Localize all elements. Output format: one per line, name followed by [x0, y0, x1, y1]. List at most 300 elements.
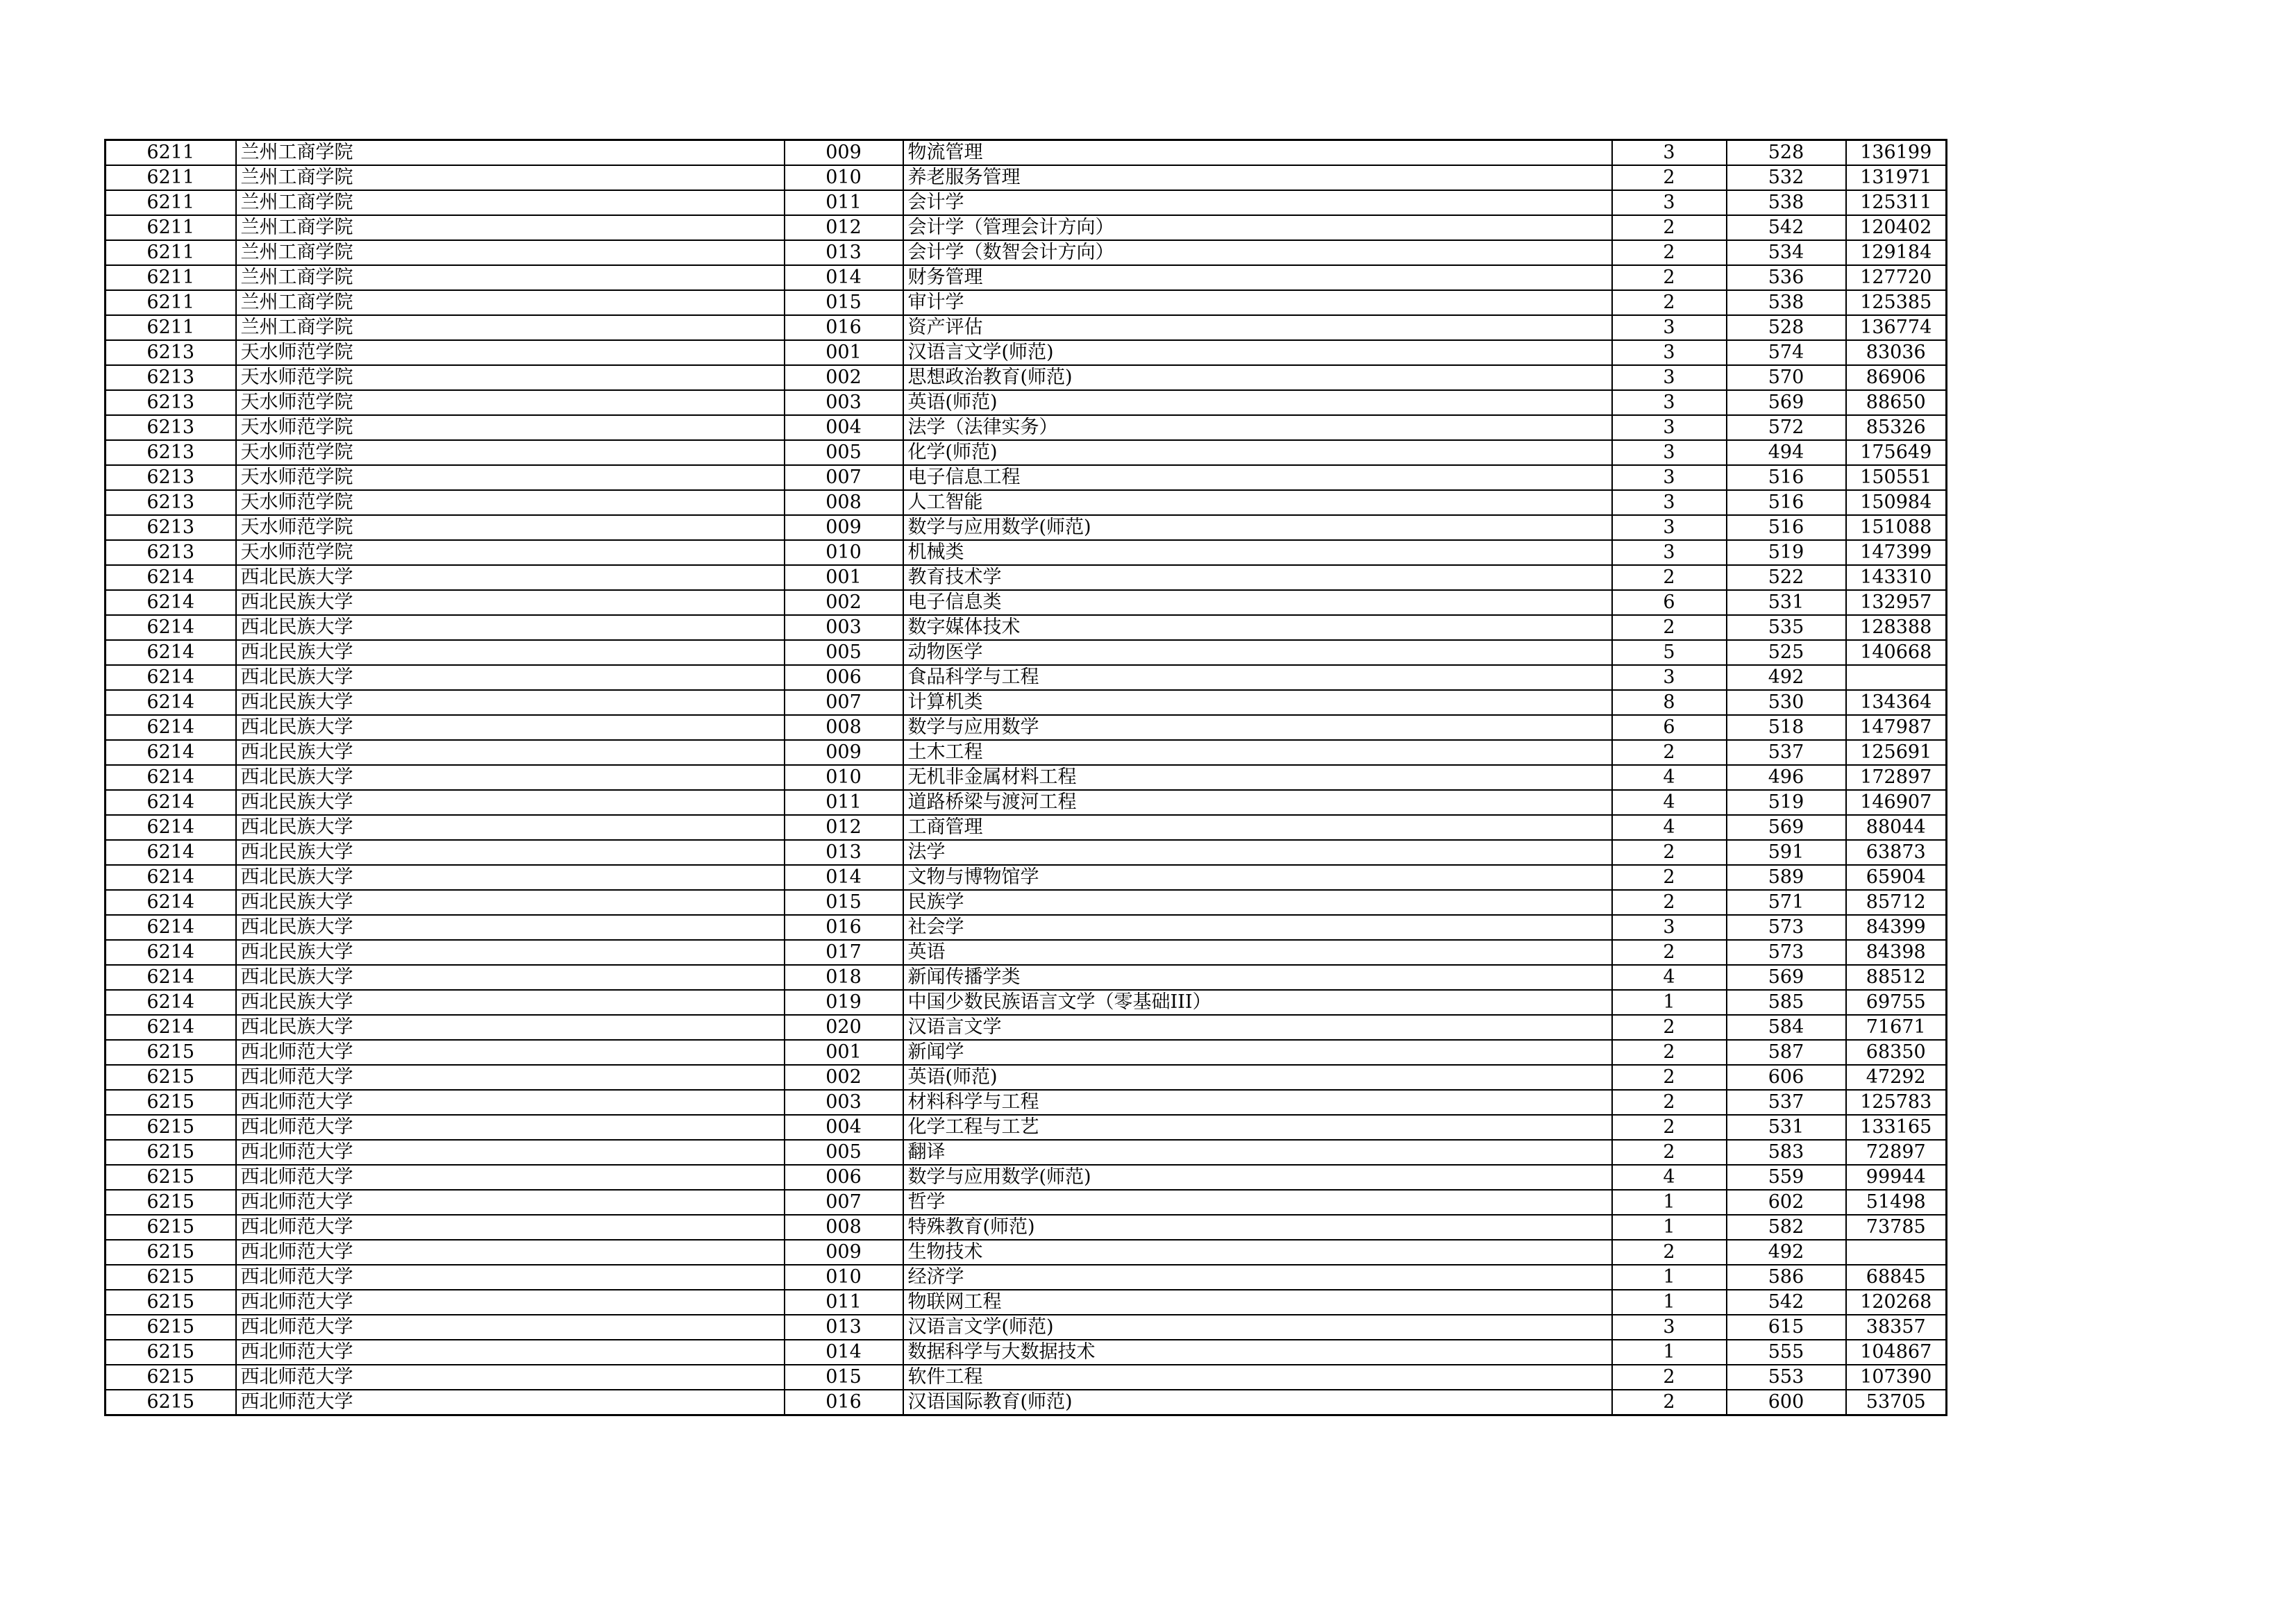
- school-code-cell: 6214: [106, 715, 236, 740]
- min-score-cell: 573: [1727, 915, 1846, 940]
- plan-count-cell: 4: [1612, 1165, 1727, 1190]
- min-rank-cell: 71671: [1846, 1015, 1947, 1040]
- school-code-cell: 6215: [106, 1265, 236, 1290]
- school-name-cell: 西北民族大学: [236, 915, 785, 940]
- school-code-cell: 6211: [106, 290, 236, 315]
- major-code-cell: 001: [785, 1040, 903, 1065]
- major-name-cell: 无机非金属材料工程: [903, 765, 1612, 790]
- min-score-cell: 492: [1727, 665, 1846, 690]
- major-name-cell: 计算机类: [903, 690, 1612, 715]
- table-row: [106, 390, 1947, 415]
- major-name-cell: 数学与应用数学(师范): [903, 515, 1612, 540]
- major-name-cell: 教育技术学: [903, 565, 1612, 590]
- school-name-cell: 西北师范大学: [236, 1165, 785, 1190]
- table-row: [106, 940, 1947, 965]
- min-score-cell: 555: [1727, 1340, 1846, 1365]
- school-name-cell: 西北民族大学: [236, 790, 785, 815]
- major-code-cell: 004: [785, 415, 903, 440]
- school-name-cell: 西北民族大学: [236, 640, 785, 665]
- min-score-cell: 582: [1727, 1215, 1846, 1240]
- school-name-cell: 西北民族大学: [236, 565, 785, 590]
- min-score-cell: 528: [1727, 315, 1846, 340]
- min-score-cell: 587: [1727, 1040, 1846, 1065]
- table-row: [106, 465, 1947, 490]
- school-code-cell: 6213: [106, 340, 236, 365]
- table-row: [106, 1115, 1947, 1140]
- table-row: [106, 365, 1947, 390]
- school-code-cell: 6214: [106, 790, 236, 815]
- table-row: [106, 1065, 1947, 1090]
- school-name-cell: 西北民族大学: [236, 840, 785, 865]
- major-code-cell: 003: [785, 615, 903, 640]
- min-score-cell: 492: [1727, 1240, 1846, 1265]
- min-score-cell: 542: [1727, 215, 1846, 240]
- min-rank-cell: 85326: [1846, 415, 1947, 440]
- major-name-cell: 文物与博物馆学: [903, 865, 1612, 890]
- major-name-cell: 中国少数民族语言文学（零基础III）: [903, 990, 1612, 1015]
- min-rank-cell: 125311: [1846, 190, 1947, 215]
- major-name-cell: 道路桥梁与渡河工程: [903, 790, 1612, 815]
- major-code-cell: 006: [785, 1165, 903, 1190]
- min-rank-cell: 107390: [1846, 1365, 1947, 1390]
- min-rank-cell: 51498: [1846, 1190, 1947, 1215]
- major-code-cell: 008: [785, 1215, 903, 1240]
- school-name-cell: 西北师范大学: [236, 1090, 785, 1115]
- table-row: [106, 1315, 1947, 1340]
- school-name-cell: 兰州工商学院: [236, 215, 785, 240]
- major-name-cell: 审计学: [903, 290, 1612, 315]
- table-row: [106, 815, 1947, 840]
- major-code-cell: 014: [785, 865, 903, 890]
- min-rank-cell: 83036: [1846, 340, 1947, 365]
- school-name-cell: 天水师范学院: [236, 390, 785, 415]
- school-code-cell: 6213: [106, 465, 236, 490]
- table-row: [106, 665, 1947, 690]
- major-name-cell: 动物医学: [903, 640, 1612, 665]
- min-score-cell: 572: [1727, 415, 1846, 440]
- major-name-cell: 化学工程与工艺: [903, 1115, 1612, 1140]
- major-code-cell: 013: [785, 240, 903, 265]
- plan-count-cell: 4: [1612, 765, 1727, 790]
- table-row: [106, 290, 1947, 315]
- major-name-cell: 汉语言文学(师范): [903, 1315, 1612, 1340]
- min-score-cell: 494: [1727, 440, 1846, 465]
- major-name-cell: 英语: [903, 940, 1612, 965]
- school-code-cell: 6214: [106, 1015, 236, 1040]
- major-code-cell: 010: [785, 1265, 903, 1290]
- school-code-cell: 6213: [106, 515, 236, 540]
- plan-count-cell: 3: [1612, 140, 1727, 166]
- school-name-cell: 兰州工商学院: [236, 240, 785, 265]
- table-row: [106, 615, 1947, 640]
- major-name-cell: 养老服务管理: [903, 165, 1612, 190]
- school-name-cell: 西北师范大学: [236, 1265, 785, 1290]
- table-row: [106, 1015, 1947, 1040]
- min-score-cell: 496: [1727, 765, 1846, 790]
- table-row: [106, 315, 1947, 340]
- table-row: [106, 965, 1947, 990]
- school-code-cell: 6213: [106, 365, 236, 390]
- school-code-cell: 6213: [106, 540, 236, 565]
- plan-count-cell: 6: [1612, 715, 1727, 740]
- school-name-cell: 西北民族大学: [236, 690, 785, 715]
- major-name-cell: 会计学: [903, 190, 1612, 215]
- school-code-cell: 6214: [106, 815, 236, 840]
- school-name-cell: 西北民族大学: [236, 940, 785, 965]
- major-name-cell: 物联网工程: [903, 1290, 1612, 1315]
- school-code-cell: 6211: [106, 265, 236, 290]
- school-code-cell: 6213: [106, 490, 236, 515]
- min-score-cell: 522: [1727, 565, 1846, 590]
- school-code-cell: 6214: [106, 565, 236, 590]
- school-name-cell: 西北民族大学: [236, 740, 785, 765]
- major-code-cell: 007: [785, 1190, 903, 1215]
- major-name-cell: 汉语言文学: [903, 1015, 1612, 1040]
- school-name-cell: 天水师范学院: [236, 515, 785, 540]
- major-name-cell: 思想政治教育(师范): [903, 365, 1612, 390]
- school-name-cell: 西北师范大学: [236, 1115, 785, 1140]
- min-rank-cell: 127720: [1846, 265, 1947, 290]
- table-row: [106, 1215, 1947, 1240]
- plan-count-cell: 2: [1612, 1140, 1727, 1165]
- school-code-cell: 6214: [106, 840, 236, 865]
- min-rank-cell: 63873: [1846, 840, 1947, 865]
- min-rank-cell: 136774: [1846, 315, 1947, 340]
- table-row: [106, 515, 1947, 540]
- min-score-cell: 606: [1727, 1065, 1846, 1090]
- school-name-cell: 西北师范大学: [236, 1240, 785, 1265]
- min-score-cell: 615: [1727, 1315, 1846, 1340]
- major-code-cell: 016: [785, 315, 903, 340]
- min-score-cell: 586: [1727, 1265, 1846, 1290]
- school-code-cell: 6214: [106, 965, 236, 990]
- min-score-cell: 531: [1727, 1115, 1846, 1140]
- major-name-cell: 民族学: [903, 890, 1612, 915]
- major-name-cell: 电子信息类: [903, 590, 1612, 615]
- min-rank-cell: 150984: [1846, 490, 1947, 515]
- major-name-cell: 化学(师范): [903, 440, 1612, 465]
- school-name-cell: 天水师范学院: [236, 540, 785, 565]
- table-row: [106, 1340, 1947, 1365]
- plan-count-cell: 1: [1612, 1215, 1727, 1240]
- plan-count-cell: 2: [1612, 890, 1727, 915]
- school-code-cell: 6211: [106, 190, 236, 215]
- min-rank-cell: 104867: [1846, 1340, 1947, 1365]
- table-row: [106, 990, 1947, 1015]
- min-score-cell: 553: [1727, 1365, 1846, 1390]
- min-rank-cell: 147399: [1846, 540, 1947, 565]
- major-code-cell: 011: [785, 190, 903, 215]
- min-rank-cell: 47292: [1846, 1065, 1947, 1090]
- school-name-cell: 西北民族大学: [236, 815, 785, 840]
- school-name-cell: 天水师范学院: [236, 340, 785, 365]
- school-name-cell: 西北民族大学: [236, 765, 785, 790]
- plan-count-cell: 3: [1612, 515, 1727, 540]
- table-row: [106, 915, 1947, 940]
- min-rank-cell: 129184: [1846, 240, 1947, 265]
- school-code-cell: 6211: [106, 240, 236, 265]
- major-code-cell: 003: [785, 1090, 903, 1115]
- plan-count-cell: 2: [1612, 1040, 1727, 1065]
- table-row: [106, 840, 1947, 865]
- min-rank-cell: 72897: [1846, 1140, 1947, 1165]
- major-code-cell: 011: [785, 1290, 903, 1315]
- major-code-cell: 016: [785, 1390, 903, 1415]
- school-code-cell: 6214: [106, 890, 236, 915]
- major-name-cell: 土木工程: [903, 740, 1612, 765]
- table-row: [106, 490, 1947, 515]
- min-rank-cell: 151088: [1846, 515, 1947, 540]
- table-row: [106, 590, 1947, 615]
- major-code-cell: 014: [785, 1340, 903, 1365]
- plan-count-cell: 3: [1612, 915, 1727, 940]
- table-row: [106, 565, 1947, 590]
- min-rank-cell: 125783: [1846, 1090, 1947, 1115]
- min-rank-cell: 68350: [1846, 1040, 1947, 1065]
- plan-count-cell: 2: [1612, 1015, 1727, 1040]
- school-code-cell: 6214: [106, 990, 236, 1015]
- plan-count-cell: 2: [1612, 615, 1727, 640]
- min-rank-cell: 85712: [1846, 890, 1947, 915]
- school-name-cell: 兰州工商学院: [236, 140, 785, 166]
- min-score-cell: 516: [1727, 465, 1846, 490]
- min-rank-cell: 125691: [1846, 740, 1947, 765]
- school-name-cell: 西北师范大学: [236, 1315, 785, 1340]
- table-row: [106, 1040, 1947, 1065]
- major-code-cell: 002: [785, 1065, 903, 1090]
- major-name-cell: 英语(师范): [903, 390, 1612, 415]
- min-rank-cell: [1846, 1240, 1947, 1265]
- major-name-cell: 电子信息工程: [903, 465, 1612, 490]
- major-name-cell: 财务管理: [903, 265, 1612, 290]
- school-code-cell: 6215: [106, 1140, 236, 1165]
- school-name-cell: 西北师范大学: [236, 1065, 785, 1090]
- school-name-cell: 西北民族大学: [236, 990, 785, 1015]
- major-code-cell: 007: [785, 690, 903, 715]
- table-row: [106, 440, 1947, 465]
- major-code-cell: 001: [785, 565, 903, 590]
- min-rank-cell: 38357: [1846, 1315, 1947, 1340]
- table-row: [106, 340, 1947, 365]
- table-row: [106, 1240, 1947, 1265]
- plan-count-cell: 3: [1612, 540, 1727, 565]
- min-rank-cell: 134364: [1846, 690, 1947, 715]
- major-name-cell: 汉语言文学(师范): [903, 340, 1612, 365]
- min-score-cell: 573: [1727, 940, 1846, 965]
- min-rank-cell: [1846, 665, 1947, 690]
- min-score-cell: 542: [1727, 1290, 1846, 1315]
- school-name-cell: 西北民族大学: [236, 665, 785, 690]
- major-name-cell: 特殊教育(师范): [903, 1215, 1612, 1240]
- min-rank-cell: 88512: [1846, 965, 1947, 990]
- school-code-cell: 6214: [106, 590, 236, 615]
- min-rank-cell: 143310: [1846, 565, 1947, 590]
- major-name-cell: 英语(师范): [903, 1065, 1612, 1090]
- school-name-cell: 西北师范大学: [236, 1365, 785, 1390]
- school-code-cell: 6214: [106, 690, 236, 715]
- table-row: [106, 1390, 1947, 1415]
- major-name-cell: 生物技术: [903, 1240, 1612, 1265]
- min-score-cell: 570: [1727, 365, 1846, 390]
- major-code-cell: 005: [785, 640, 903, 665]
- min-score-cell: 534: [1727, 240, 1846, 265]
- plan-count-cell: 3: [1612, 365, 1727, 390]
- school-name-cell: 兰州工商学院: [236, 290, 785, 315]
- major-code-cell: 010: [785, 765, 903, 790]
- plan-count-cell: 3: [1612, 390, 1727, 415]
- min-rank-cell: 68845: [1846, 1265, 1947, 1290]
- min-score-cell: 518: [1727, 715, 1846, 740]
- school-code-cell: 6211: [106, 215, 236, 240]
- major-code-cell: 012: [785, 815, 903, 840]
- school-code-cell: 6215: [106, 1240, 236, 1265]
- plan-count-cell: 2: [1612, 215, 1727, 240]
- school-code-cell: 6215: [106, 1065, 236, 1090]
- major-code-cell: 006: [785, 665, 903, 690]
- school-code-cell: 6211: [106, 165, 236, 190]
- min-rank-cell: 88650: [1846, 390, 1947, 415]
- school-code-cell: 6215: [106, 1215, 236, 1240]
- table-row: [106, 415, 1947, 440]
- major-code-cell: 004: [785, 1115, 903, 1140]
- plan-count-cell: 2: [1612, 940, 1727, 965]
- school-code-cell: 6214: [106, 665, 236, 690]
- major-name-cell: 汉语国际教育(师范): [903, 1390, 1612, 1415]
- major-name-cell: 数学与应用数学: [903, 715, 1612, 740]
- school-code-cell: 6215: [106, 1390, 236, 1415]
- major-code-cell: 015: [785, 290, 903, 315]
- school-code-cell: 6213: [106, 440, 236, 465]
- min-score-cell: 574: [1727, 340, 1846, 365]
- major-name-cell: 会计学（管理会计方向）: [903, 215, 1612, 240]
- school-code-cell: 6215: [106, 1040, 236, 1065]
- plan-count-cell: 2: [1612, 565, 1727, 590]
- school-name-cell: 西北师范大学: [236, 1215, 785, 1240]
- major-name-cell: 机械类: [903, 540, 1612, 565]
- school-name-cell: 天水师范学院: [236, 365, 785, 390]
- school-name-cell: 兰州工商学院: [236, 315, 785, 340]
- min-score-cell: 535: [1727, 615, 1846, 640]
- major-name-cell: 食品科学与工程: [903, 665, 1612, 690]
- school-name-cell: 西北师范大学: [236, 1290, 785, 1315]
- min-rank-cell: 133165: [1846, 1115, 1947, 1140]
- table-row: [106, 715, 1947, 740]
- school-name-cell: 西北师范大学: [236, 1390, 785, 1415]
- min-score-cell: 584: [1727, 1015, 1846, 1040]
- school-name-cell: 西北师范大学: [236, 1140, 785, 1165]
- major-code-cell: 007: [785, 465, 903, 490]
- plan-count-cell: 2: [1612, 290, 1727, 315]
- major-code-cell: 005: [785, 440, 903, 465]
- major-code-cell: 008: [785, 715, 903, 740]
- school-name-cell: 西北民族大学: [236, 715, 785, 740]
- plan-count-cell: 2: [1612, 1390, 1727, 1415]
- major-code-cell: 011: [785, 790, 903, 815]
- table-row: [106, 690, 1947, 715]
- plan-count-cell: 2: [1612, 740, 1727, 765]
- min-rank-cell: 128388: [1846, 615, 1947, 640]
- table-row: [106, 165, 1947, 190]
- min-rank-cell: 99944: [1846, 1165, 1947, 1190]
- plan-count-cell: 6: [1612, 590, 1727, 615]
- major-code-cell: 020: [785, 1015, 903, 1040]
- min-score-cell: 519: [1727, 790, 1846, 815]
- major-code-cell: 014: [785, 265, 903, 290]
- min-rank-cell: 86906: [1846, 365, 1947, 390]
- major-code-cell: 010: [785, 165, 903, 190]
- min-score-cell: 602: [1727, 1190, 1846, 1215]
- major-code-cell: 001: [785, 340, 903, 365]
- min-score-cell: 589: [1727, 865, 1846, 890]
- major-name-cell: 人工智能: [903, 490, 1612, 515]
- school-name-cell: 西北民族大学: [236, 865, 785, 890]
- plan-count-cell: 1: [1612, 990, 1727, 1015]
- major-name-cell: 物流管理: [903, 140, 1612, 166]
- plan-count-cell: 3: [1612, 190, 1727, 215]
- table-row: [106, 765, 1947, 790]
- plan-count-cell: 3: [1612, 340, 1727, 365]
- school-name-cell: 西北民族大学: [236, 965, 785, 990]
- min-rank-cell: 53705: [1846, 1390, 1947, 1415]
- major-code-cell: 015: [785, 890, 903, 915]
- min-rank-cell: 175649: [1846, 440, 1947, 465]
- min-rank-cell: 65904: [1846, 865, 1947, 890]
- table-row: [106, 740, 1947, 765]
- plan-count-cell: 2: [1612, 240, 1727, 265]
- min-score-cell: 569: [1727, 390, 1846, 415]
- school-name-cell: 西北师范大学: [236, 1190, 785, 1215]
- major-code-cell: 016: [785, 915, 903, 940]
- min-score-cell: 530: [1727, 690, 1846, 715]
- major-name-cell: 经济学: [903, 1265, 1612, 1290]
- major-name-cell: 会计学（数智会计方向）: [903, 240, 1612, 265]
- major-name-cell: 哲学: [903, 1190, 1612, 1215]
- plan-count-cell: 2: [1612, 1090, 1727, 1115]
- min-score-cell: 528: [1727, 140, 1846, 166]
- table-row: [106, 1190, 1947, 1215]
- major-code-cell: 013: [785, 840, 903, 865]
- major-name-cell: 法学（法律实务）: [903, 415, 1612, 440]
- min-score-cell: 537: [1727, 1090, 1846, 1115]
- school-code-cell: 6214: [106, 640, 236, 665]
- school-code-cell: 6211: [106, 315, 236, 340]
- min-score-cell: 591: [1727, 840, 1846, 865]
- table-row: [106, 1140, 1947, 1165]
- major-code-cell: 015: [785, 1365, 903, 1390]
- plan-count-cell: 2: [1612, 265, 1727, 290]
- min-score-cell: 571: [1727, 890, 1846, 915]
- school-code-cell: 6214: [106, 865, 236, 890]
- major-name-cell: 数字媒体技术: [903, 615, 1612, 640]
- table-row: [106, 1265, 1947, 1290]
- min-rank-cell: 172897: [1846, 765, 1947, 790]
- table-row: [106, 890, 1947, 915]
- min-rank-cell: 146907: [1846, 790, 1947, 815]
- min-score-cell: 525: [1727, 640, 1846, 665]
- major-name-cell: 新闻学: [903, 1040, 1612, 1065]
- min-score-cell: 519: [1727, 540, 1846, 565]
- school-name-cell: 西北师范大学: [236, 1040, 785, 1065]
- admission-table: [104, 139, 1947, 1416]
- major-name-cell: 翻译: [903, 1140, 1612, 1165]
- plan-count-cell: 4: [1612, 815, 1727, 840]
- school-code-cell: 6215: [106, 1165, 236, 1190]
- plan-count-cell: 2: [1612, 1115, 1727, 1140]
- plan-count-cell: 1: [1612, 1265, 1727, 1290]
- plan-count-cell: 5: [1612, 640, 1727, 665]
- major-code-cell: 009: [785, 515, 903, 540]
- major-name-cell: 资产评估: [903, 315, 1612, 340]
